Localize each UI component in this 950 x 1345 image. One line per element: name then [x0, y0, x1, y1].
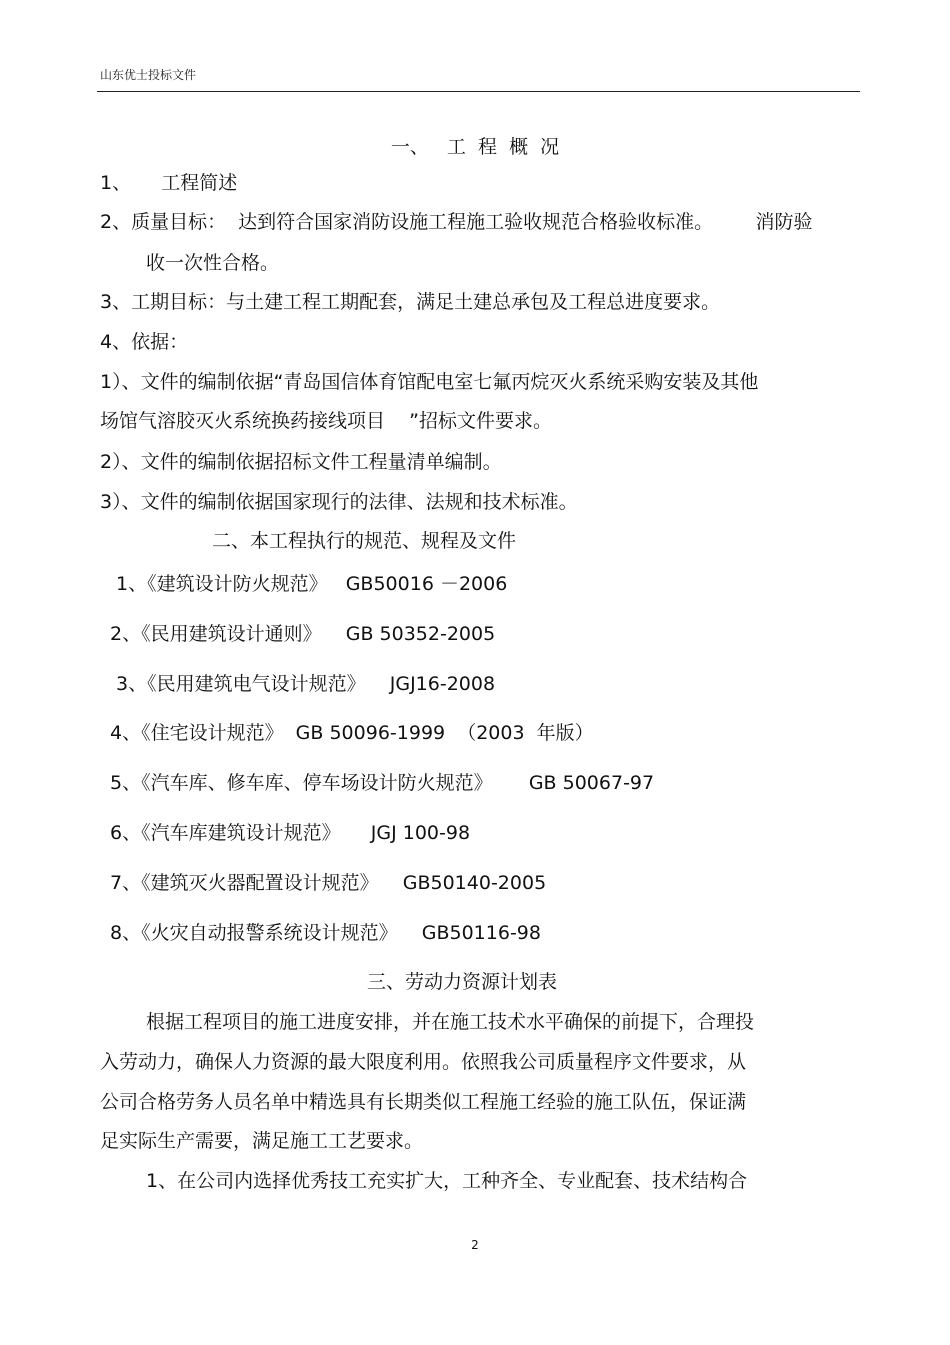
standard-item: 5、《汽车库、修车库、停车场设计防火规范》 GB 50067-97	[110, 772, 655, 794]
overview-item: 3）、文件的编制依据国家现行的法律、法规和技术标准。	[100, 491, 578, 513]
standard-item: 4、《住宅设计规范》 GB 50096-1999 （2003 年版）	[110, 722, 594, 744]
overview-item: 2）、文件的编制依据招标文件工程量清单编制。	[100, 451, 502, 473]
standard-item: 3、《民用建筑电气设计规范》 JGJ16-2008	[116, 673, 496, 695]
paragraph-line: 足实际生产需要，满足施工工艺要求。	[100, 1130, 424, 1152]
overview-item: 场馆气溶胶灭火系统换药接线项目 ”招标文件要求。	[100, 410, 553, 432]
section-two-title: 二、本工程执行的规范、规程及文件	[212, 530, 517, 552]
paragraph-line: 根据工程项目的施工进度安排，并在施工技术水平确保的前提下，合理投	[146, 1011, 755, 1033]
page-number: 2	[471, 1238, 479, 1252]
overview-item: 1、 工程简述	[100, 172, 238, 194]
paragraph-line: 1、在公司内选择优秀技工充实扩大，工种齐全、专业配套、技术结构合	[146, 1170, 748, 1192]
overview-item: 收一次性合格。	[146, 252, 280, 274]
paragraph-line: 入劳动力，确保人力资源的最大限度利用。依照我公司质量程序文件要求，从	[100, 1051, 747, 1073]
overview-item: 1）、文件的编制依据“青岛国信体育馆配电室七氟丙烷灭火系统采购安装及其他	[100, 371, 759, 393]
paragraph-line: 公司合格劳务人员名单中精选具有长期类似工程施工经验的施工队伍，保证满	[100, 1091, 747, 1113]
overview-item: 4、依据：	[100, 331, 189, 353]
standard-item: 7、《建筑灭火器配置设计规范》 GB50140-2005	[110, 872, 547, 894]
overview-item: 3、工期目标：与土建工程工期配套，满足土建总承包及工程总进度要求。	[100, 291, 721, 313]
header-divider	[97, 91, 860, 92]
section-one-title: 一、 工 程 概 况	[390, 136, 560, 158]
section-three-title: 三、劳动力资源计划表	[367, 971, 558, 993]
standard-item: 8、《火灾自动报警系统设计规范》 GB50116-98	[110, 922, 541, 944]
header-title: 山东优士投标文件	[100, 68, 197, 82]
standard-item: 1、《建筑设计防火规范》 GB50016 －2006	[116, 573, 508, 595]
standard-item: 2、《民用建筑设计通则》 GB 50352-2005	[110, 623, 496, 645]
overview-item: 2、质量目标： 达到符合国家消防设施工程施工验收规范合格验收标准。 消防验	[100, 211, 813, 233]
standard-item: 6、《汽车库建筑设计规范》 JGJ 100-98	[110, 822, 471, 844]
